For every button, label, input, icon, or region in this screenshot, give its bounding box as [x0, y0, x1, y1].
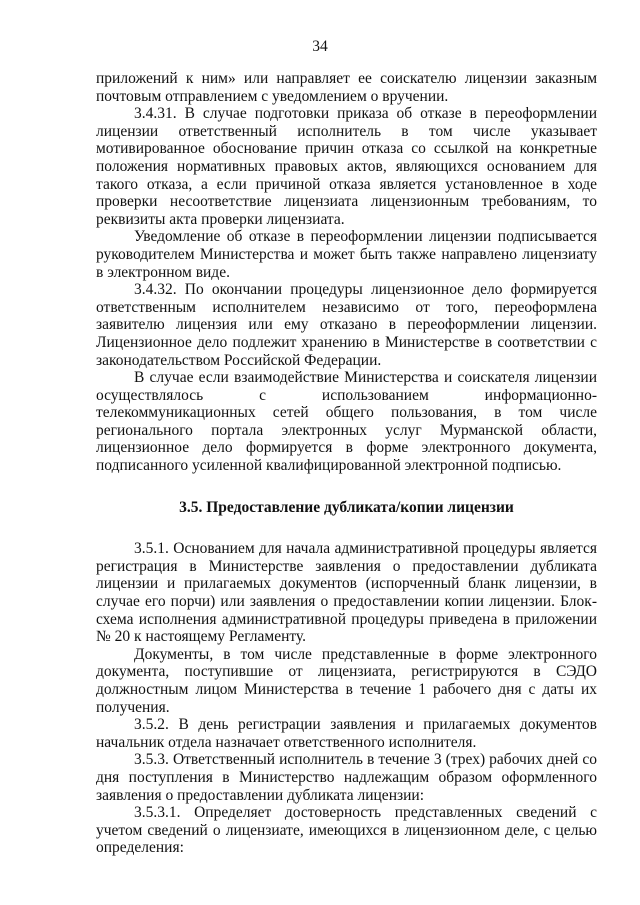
page-number: 34 — [312, 38, 328, 55]
paragraph-3-4-32: 3.4.32. По окончании процедуры лицензионное дело формируется ответственным исполнителем независимо от того, переоформлена заявителю лицензия или ему отказано в переоформлении лицензии. Лицензионное дело подлежит хранению в Министерстве в соответствии с законодательством Российской Федерации. — [96, 281, 597, 369]
section-heading: 3.5. Предоставление дубликата/копии лицензии — [179, 498, 514, 516]
paragraph-3-5-3: 3.5.3. Ответственный исполнитель в течение 3 (трех) рабочих дней со дня поступления в Министерство надлежащим образом оформленного заявления о предоставлении дубликата лицензии: — [96, 751, 597, 804]
paragraph-electronic-interaction: В случае если взаимодействие Министерства и соискателя лицензии осуществлялось с использованием информационно-телекоммуникационных сетей общего пользования, в том числе регионального портала электронных услуг Мурманской области, лицензионное дело формируется в форме электронного документа, подписанного усиленной квалифицированной электронной подписью. — [96, 369, 597, 475]
paragraph-3-5-1: 3.5.1. Основанием для начала административной процедуры является регистрация в Министерстве заявления о предоставлении дубликата лицензии и прилагаемых документов (испорченный бланк лицензии, в случае его порчи) или заявления о предоставлении копии лицензии. Блок-схема исполнения административной процедуры приведена в приложении № 20 к настоящему Регламенту. — [96, 540, 597, 646]
paragraph-3-5-3-1: 3.5.3.1. Определяет достоверность представленных сведений с учетом сведений о лицензиате, имеющихся в лицензионном деле, с целью определения: — [96, 804, 597, 857]
paragraph-documents-registration: Документы, в том числе представленные в форме электронного документа, поступившие от лицензиата, регистрируются в СЭДО должностным лицом Министерства в течение 1 рабочего дня с даты их получения. — [96, 645, 597, 716]
page-content — [96, 70, 597, 857]
paragraph-3-4-31: 3.4.31. В случае подготовки приказа об отказе в переоформлении лицензии ответственный исполнитель в том числе указывает мотивированное обоснование причин отказа со ссылкой на конкретные положения нормативных правовых актов, являющихся основанием для такого отказа, а если причиной отказа является установленное в ходе проверки несоответствие лицензиата лицензионным требованиям, то реквизиты акта проверки лицензиата. — [96, 105, 597, 228]
paragraph-3-5-2: 3.5.2. В день регистрации заявления и прилагаемых документов начальник отдела назначает ответственного исполнителя. — [96, 716, 597, 751]
paragraph-refusal-notice: Уведомление об отказе в переоформлении лицензии подписывается руководителем Министерства и может быть также направлено лицензиату в электронном виде. — [96, 228, 597, 281]
paragraph-continuation: приложений к ним» или направляет ее соискателю лицензии заказным почтовым отправлением с уведомлением о вручении. — [96, 70, 597, 105]
